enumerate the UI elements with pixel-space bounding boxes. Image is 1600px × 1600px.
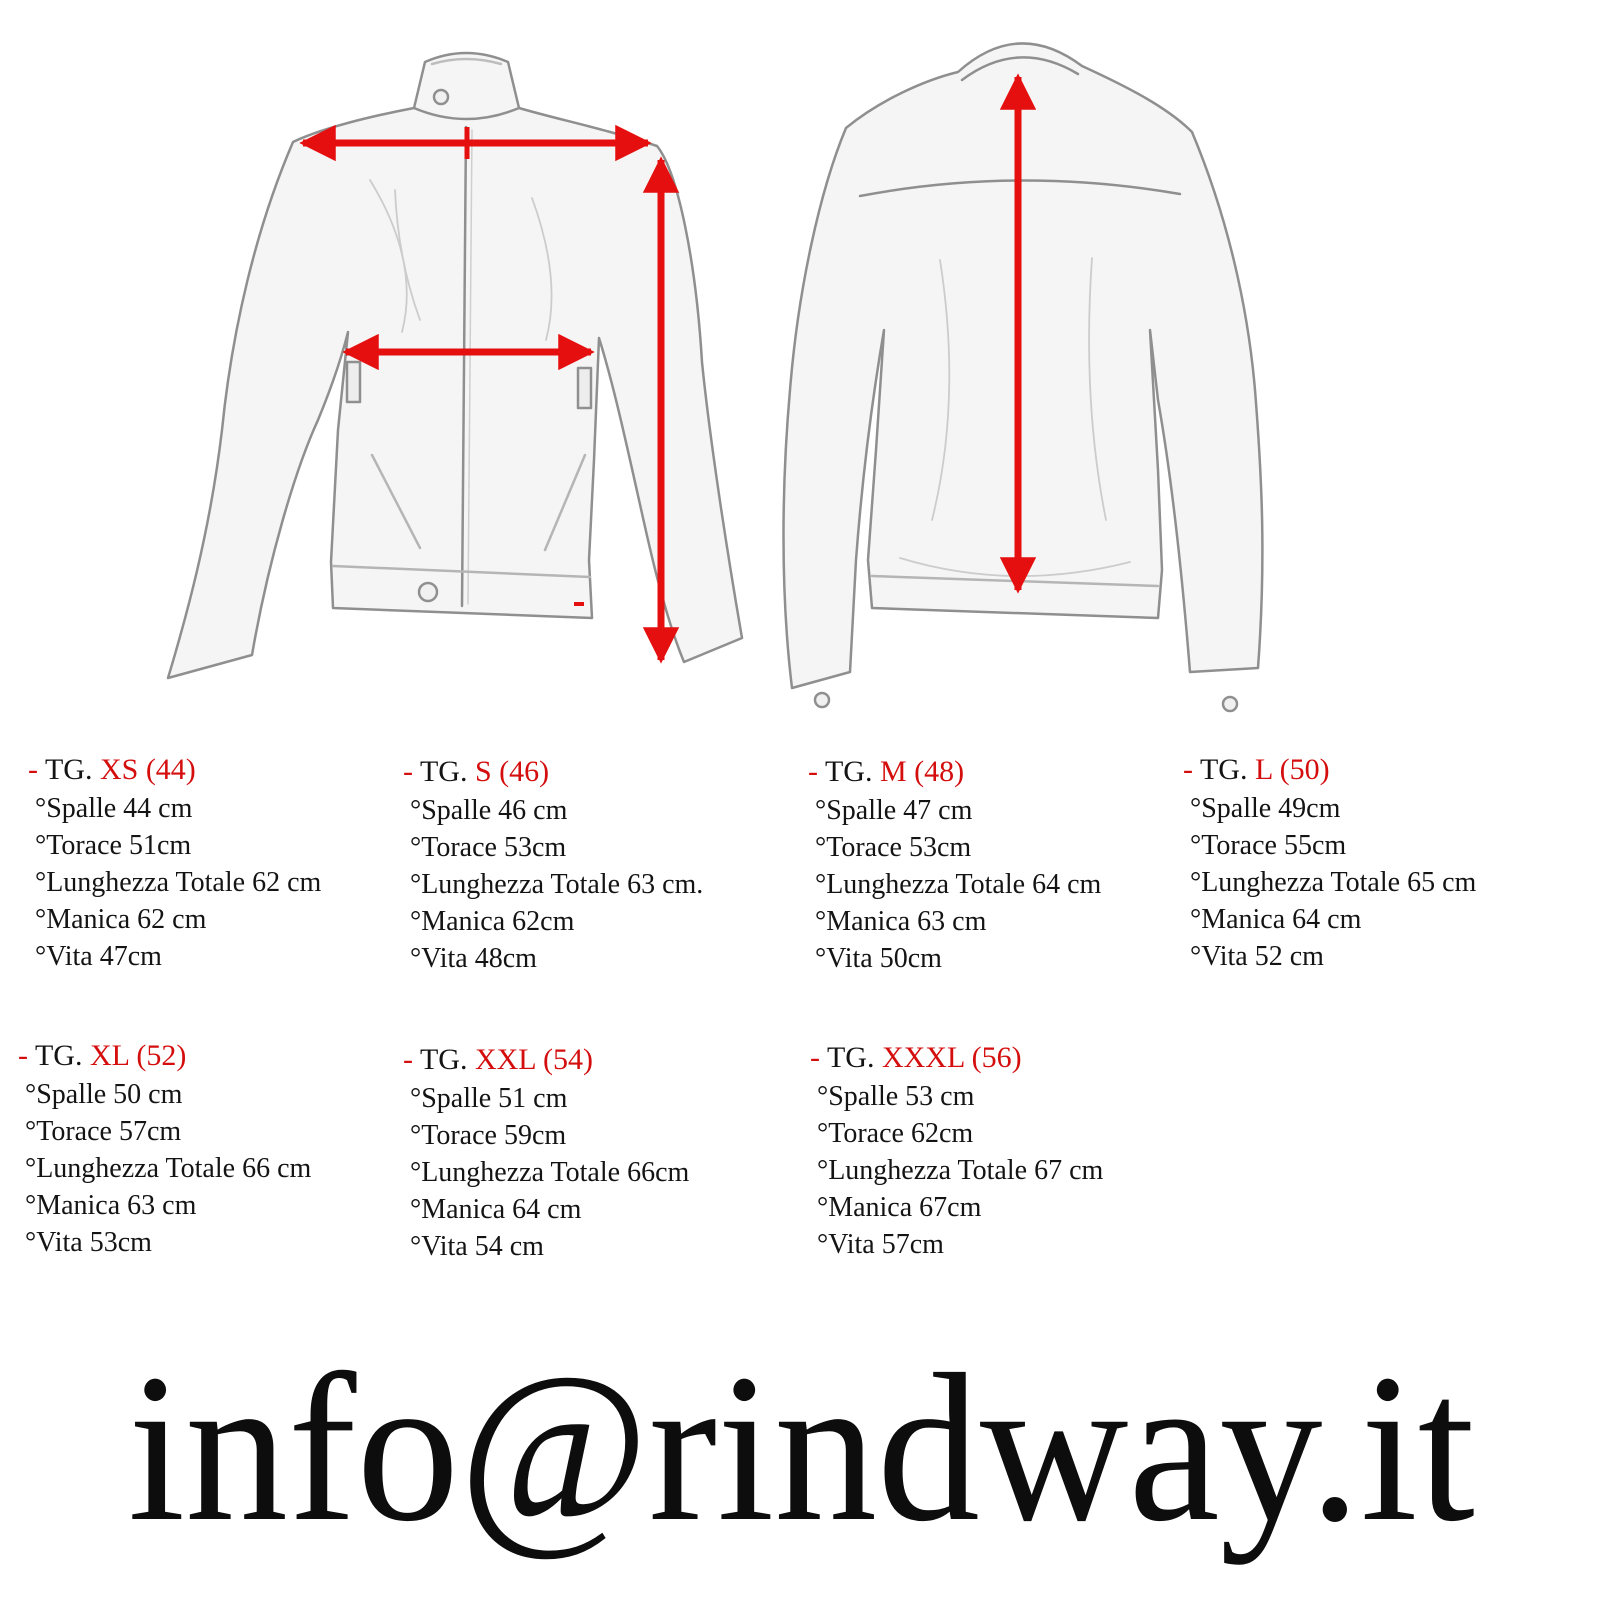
jacket-front-sketch bbox=[168, 53, 742, 678]
size-name: L (50) bbox=[1254, 753, 1330, 786]
size-block-xl bbox=[18, 1036, 311, 1261]
measurement-line: °Vita 47cm bbox=[35, 941, 162, 972]
dash: - bbox=[403, 1043, 413, 1076]
jacket-size-diagram bbox=[0, 0, 1600, 740]
measurement-line: °Lunghezza Totale 66 cm bbox=[25, 1153, 312, 1184]
dash: - bbox=[403, 755, 413, 788]
measurement-line: °Spalle 47 cm bbox=[815, 795, 973, 826]
measurement-line: °Torace 51cm bbox=[35, 830, 192, 861]
size-name: M (48) bbox=[879, 755, 965, 788]
measurement-line: °Spalle 51 cm bbox=[410, 1083, 568, 1114]
size-title bbox=[403, 752, 703, 792]
size-name: XS (44) bbox=[99, 753, 196, 786]
measurement-line: °Torace 53cm bbox=[815, 832, 972, 863]
measurement-line: °Vita 48cm bbox=[410, 943, 537, 974]
tg-label: TG. bbox=[1199, 753, 1248, 786]
measurement-line: °Manica 64 cm bbox=[1190, 904, 1362, 935]
measurement-line: °Spalle 46 cm bbox=[410, 795, 568, 826]
measurement-line: °Torace 57cm bbox=[25, 1116, 182, 1147]
measurement-line: °Vita 50cm bbox=[815, 943, 942, 974]
measurement-line: °Torace 55cm bbox=[1190, 830, 1347, 861]
measurement-line: °Vita 52 cm bbox=[1190, 941, 1324, 972]
measurement-line: °Vita 53cm bbox=[25, 1227, 152, 1258]
measurement-line: °Lunghezza Totale 62 cm bbox=[35, 867, 322, 898]
size-name: XXXL (56) bbox=[881, 1041, 1022, 1074]
size-title bbox=[18, 1036, 311, 1076]
measurement-line: °Manica 63 cm bbox=[815, 906, 987, 937]
dash: - bbox=[18, 1039, 28, 1072]
measurement-line: °Torace 59cm bbox=[410, 1120, 567, 1151]
measurement-line: °Manica 64 cm bbox=[410, 1194, 582, 1225]
measurement-line: °Manica 63 cm bbox=[25, 1190, 197, 1221]
dash: - bbox=[1183, 753, 1193, 786]
measurement-line: °Spalle 50 cm bbox=[25, 1079, 183, 1110]
size-title bbox=[808, 752, 1101, 792]
size-name: XL (52) bbox=[89, 1039, 187, 1072]
measurement-line: °Lunghezza Totale 67 cm bbox=[817, 1155, 1104, 1186]
size-block-xxl bbox=[403, 1040, 689, 1265]
dash: - bbox=[808, 755, 818, 788]
contact-email: info@rindway.it bbox=[128, 1330, 1475, 1565]
tg-label: TG. bbox=[826, 1041, 875, 1074]
size-block-xs bbox=[28, 750, 321, 975]
tg-label: TG. bbox=[419, 755, 468, 788]
size-title bbox=[403, 1040, 689, 1080]
size-block-s bbox=[403, 752, 703, 977]
measurement-line: °Torace 62cm bbox=[817, 1118, 974, 1149]
tg-label: TG. bbox=[34, 1039, 83, 1072]
jacket-back-sketch bbox=[784, 43, 1263, 711]
measurement-line: °Spalle 49cm bbox=[1190, 793, 1341, 824]
dash: - bbox=[28, 753, 38, 786]
measurement-line: °Torace 53cm bbox=[410, 832, 567, 863]
dash: - bbox=[810, 1041, 820, 1074]
size-name: XXL (54) bbox=[474, 1043, 593, 1076]
measurement-line: °Lunghezza Totale 64 cm bbox=[815, 869, 1102, 900]
measurement-line: °Manica 62 cm bbox=[35, 904, 207, 935]
measurement-line: °Manica 67cm bbox=[817, 1192, 982, 1223]
measurement-line: °Vita 57cm bbox=[817, 1229, 944, 1260]
measurement-line: °Lunghezza Totale 66cm bbox=[410, 1157, 690, 1188]
size-title bbox=[28, 750, 321, 790]
measurement-line: °Lunghezza Totale 65 cm bbox=[1190, 867, 1477, 898]
size-title bbox=[810, 1038, 1103, 1078]
size-block-m bbox=[808, 752, 1101, 977]
tg-label: TG. bbox=[44, 753, 93, 786]
measurement-line: °Spalle 53 cm bbox=[817, 1081, 975, 1112]
size-name: S (46) bbox=[474, 755, 550, 788]
measurement-line: °Spalle 44 cm bbox=[35, 793, 193, 824]
size-block-xxxl bbox=[810, 1038, 1103, 1263]
measurement-line: °Manica 62cm bbox=[410, 906, 575, 937]
measurement-line: °Vita 54 cm bbox=[410, 1231, 544, 1262]
measurement-line: °Lunghezza Totale 63 cm. bbox=[410, 869, 704, 900]
size-title bbox=[1183, 750, 1476, 790]
tg-label: TG. bbox=[419, 1043, 468, 1076]
tg-label: TG. bbox=[824, 755, 873, 788]
size-block-l bbox=[1183, 750, 1476, 975]
